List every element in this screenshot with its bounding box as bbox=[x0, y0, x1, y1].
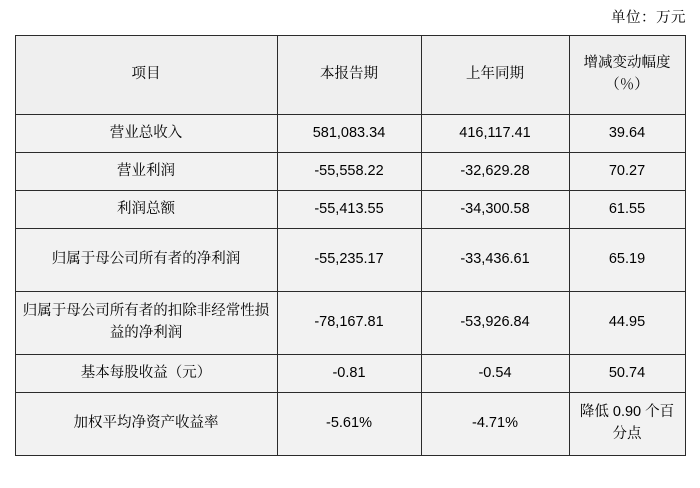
table-row bbox=[15, 153, 685, 191]
header-cell-current-period: 本报告期 bbox=[277, 36, 421, 115]
row-item-label: 营业总收入 bbox=[15, 115, 277, 153]
header-cell-item: 项目 bbox=[15, 36, 277, 115]
table-row bbox=[15, 191, 685, 229]
row-item-label: 归属于母公司所有者的扣除非经常性损益的净利润 bbox=[15, 292, 277, 355]
row-previous-value: -4.71% bbox=[421, 393, 569, 456]
table-header-row bbox=[15, 36, 685, 115]
row-change-value: 70.27 bbox=[569, 153, 685, 191]
row-change-value: 44.95 bbox=[569, 292, 685, 355]
header-cell-prior-period: 上年同期 bbox=[421, 36, 569, 115]
row-previous-value: -53,926.84 bbox=[421, 292, 569, 355]
unit-note: 单位：万元 bbox=[611, 10, 686, 26]
table-row bbox=[15, 115, 685, 153]
row-change-value: 降低 0.90 个百分点 bbox=[569, 393, 685, 456]
row-change-value: 39.64 bbox=[569, 115, 685, 153]
row-previous-value: -33,436.61 bbox=[421, 229, 569, 292]
row-item-label: 营业利润 bbox=[15, 153, 277, 191]
row-current-value: -55,413.55 bbox=[277, 191, 421, 229]
table-row bbox=[15, 393, 685, 456]
row-current-value: -5.61% bbox=[277, 393, 421, 456]
row-change-value: 65.19 bbox=[569, 229, 685, 292]
row-previous-value: -0.54 bbox=[421, 355, 569, 393]
row-current-value: -55,558.22 bbox=[277, 153, 421, 191]
row-item-label: 基本每股收益（元） bbox=[15, 355, 277, 393]
table-row bbox=[15, 229, 685, 292]
table-row bbox=[15, 355, 685, 393]
row-item-label: 归属于母公司所有者的净利润 bbox=[15, 229, 277, 292]
row-current-value: 581,083.34 bbox=[277, 115, 421, 153]
row-current-value: -78,167.81 bbox=[277, 292, 421, 355]
row-current-value: -55,235.17 bbox=[277, 229, 421, 292]
financial-summary-table bbox=[15, 35, 686, 456]
table-row bbox=[15, 292, 685, 355]
row-previous-value: 416,117.41 bbox=[421, 115, 569, 153]
row-change-value: 61.55 bbox=[569, 191, 685, 229]
row-item-label: 加权平均净资产收益率 bbox=[15, 393, 277, 456]
row-item-label: 利润总额 bbox=[15, 191, 277, 229]
header-cell-change-rate: 增减变动幅度（％） bbox=[569, 36, 685, 115]
row-previous-value: -34,300.58 bbox=[421, 191, 569, 229]
table-header bbox=[15, 36, 685, 115]
row-current-value: -0.81 bbox=[277, 355, 421, 393]
row-change-value: 50.74 bbox=[569, 355, 685, 393]
table-body bbox=[15, 115, 685, 456]
row-previous-value: -32,629.28 bbox=[421, 153, 569, 191]
